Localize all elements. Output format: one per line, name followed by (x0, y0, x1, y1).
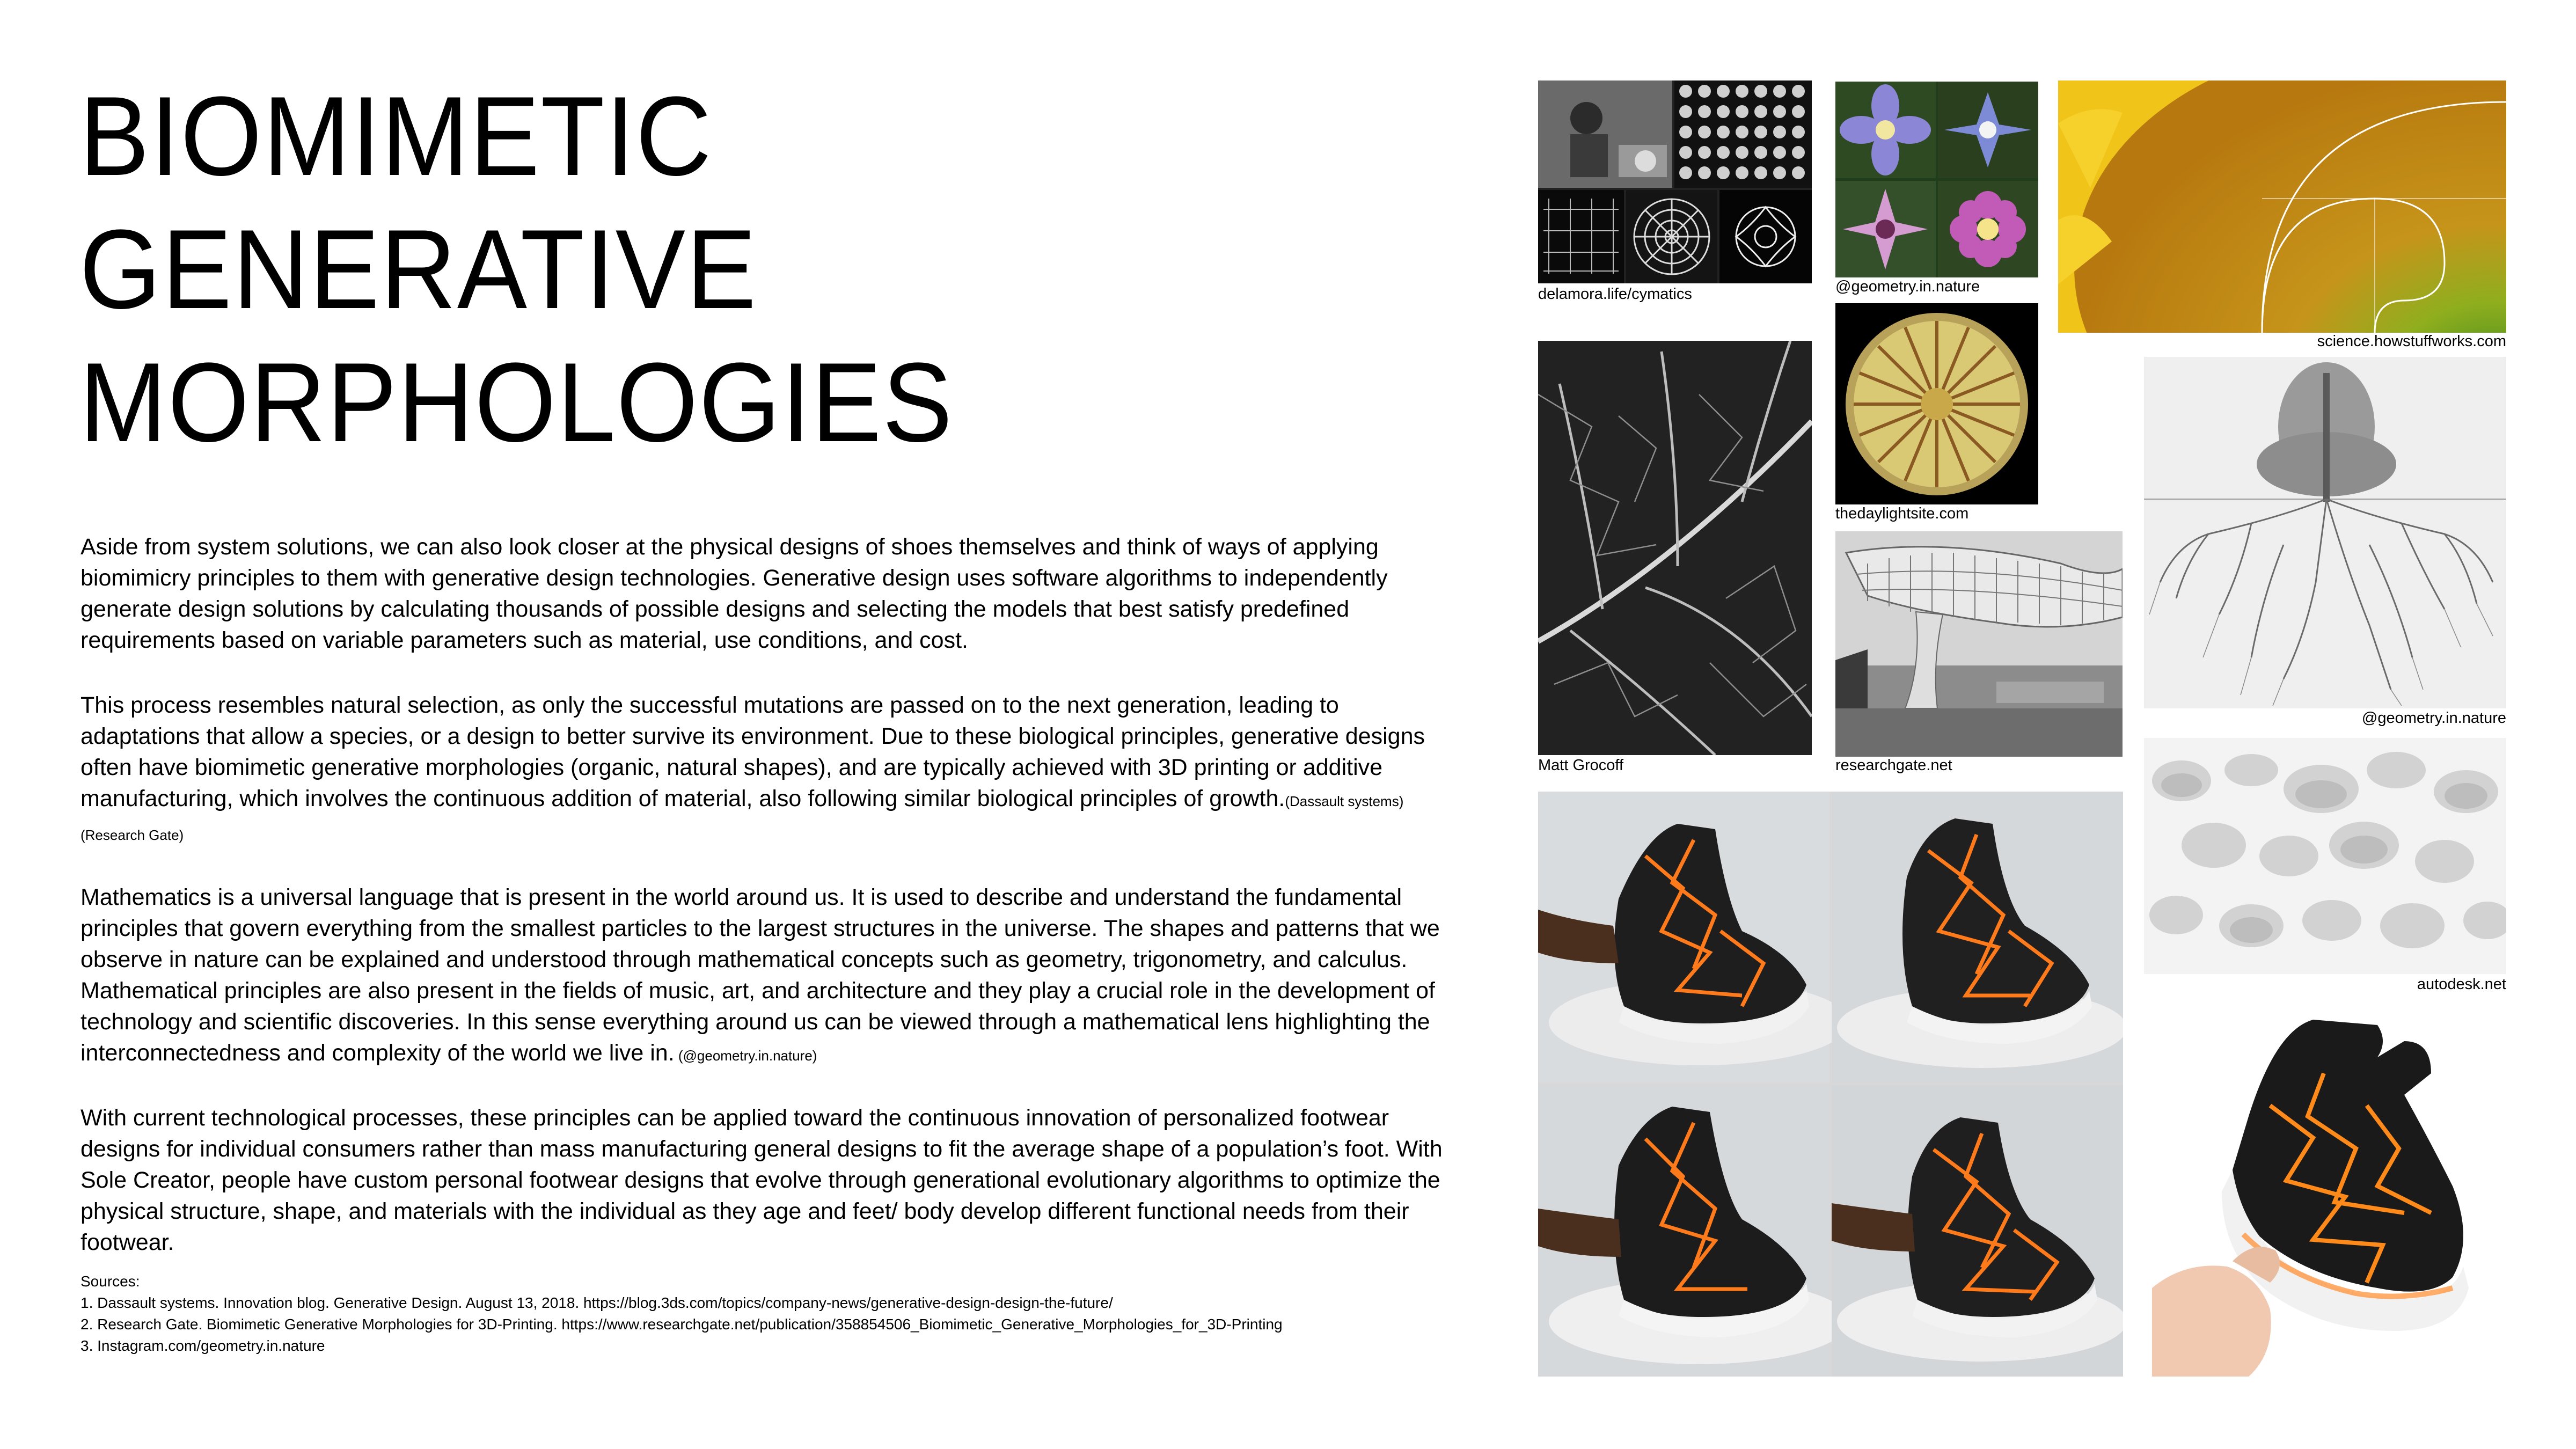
shoe-renders-grid (1538, 792, 2123, 1377)
shoe-in-hand-image (2152, 1009, 2506, 1377)
tree-roots-image (2144, 357, 2506, 708)
sunflower-image (2058, 80, 2506, 333)
caption-leaf: Matt Grocoff (1538, 757, 1624, 774)
paragraph-4: With current technological processes, these principles can be applied toward the continuous innovation of personalized footwear designs for individual consumers rather than mass manufacturing general designs to fit the average shape of a population’s foot. With Sole Creator, people have custom personal footwear designs that evolve through generational evolutionary algorithms to optimize the physical structure, shape, and materials with the individual as they age and feet/ body develop different functional needs from their footwear. (80, 1105, 1443, 1255)
title-line-1: BIOMIMETIC (79, 73, 713, 199)
cymatics-image (1538, 80, 1812, 283)
body-text (80, 531, 1454, 1292)
caption-lattice: autodesk.net (2417, 976, 2506, 993)
source-item: 2. Research Gate. Biomimetic Generative Morphologies for 3D-Printing. https://www.researchgate.net/publication/358854506_Biomimetic_Generative_Morphologies_for_3D-Printing (80, 1316, 1283, 1333)
paragraph-3: Mathematics is a universal language that is present in the world around us. It is used to describe and understand the fundamental principles that govern everything from the smallest particles to the largest structures in the universe. The shapes and patterns that we observe in nature can be explained and understood through mathematical concepts such as geometry, trigonometry, and calculus. Mathematical principles are also present in the fields of music, art, and architecture and they play a crucial role in the development of technology and scientific discoveries. In this sense everything around us can be viewed through a mathematical lens highlighting the interconnectedness and complexity of the world we live in. (@geometry.in.nature) (80, 884, 1440, 1066)
leaf-veins-image (1538, 341, 1812, 755)
sources-heading: Sources: (80, 1273, 140, 1290)
paragraph-1: Aside from system solutions, we can also look closer at the physical designs of shoes themselves and think of ways of applying biomimicry principles to them with generative design technologies. Generative design uses software algorithms to independently generate design solutions by calculating thousands of possible designs and selecting the models that best satisfy predefined requirements based on variable parameters such as material, use conditions, and cost. (80, 534, 1388, 653)
caption-flowers: @geometry.in.nature (1835, 278, 1980, 295)
paragraph-2: This process resembles natural selection, as only the successful mutations are passed on to the next generation, leading to adaptations that allow a species, or a design to better survive its environment. Due to these biological principles, generative designs often have biomimetic generative morphologies (organic, natural shapes), and are typically achieved with 3D printing or additive manufacturing, which involves the continuous addition of material, also following similar biological principles of growth.(Dassault systems) (Research Gate) (80, 692, 1425, 843)
caption-tree: @geometry.in.nature (2361, 709, 2506, 727)
citation: (@geometry.in.nature) (674, 1048, 817, 1064)
pavilion-image (1835, 531, 2123, 757)
caption-sunflower: science.howstuffworks.com (2317, 333, 2506, 350)
title-line-3: MORPHOLOGIES (79, 339, 954, 465)
source-item: 3. Instagram.com/geometry.in.nature (80, 1337, 325, 1354)
caption-cymatics: delamora.life/cymatics (1538, 286, 1692, 303)
caption-pavilion: researchgate.net (1835, 757, 1952, 774)
water-lily-image (1835, 303, 2038, 504)
citation: (Dassault systems) (Research Gate) (80, 793, 1404, 843)
flowers-image (1835, 82, 2038, 277)
page-title (79, 70, 953, 469)
title-line-2: GENERATIVE (79, 206, 757, 332)
sources-list (80, 1271, 1454, 1357)
source-item: 1. Dassault systems. Innovation blog. Generative Design. August 13, 2018. https://blog.3ds.com/topics/company-news/generative-design-design-the-future/ (80, 1294, 1113, 1311)
caption-lily: thedaylightsite.com (1835, 505, 1969, 522)
lattice-image (2144, 738, 2506, 974)
